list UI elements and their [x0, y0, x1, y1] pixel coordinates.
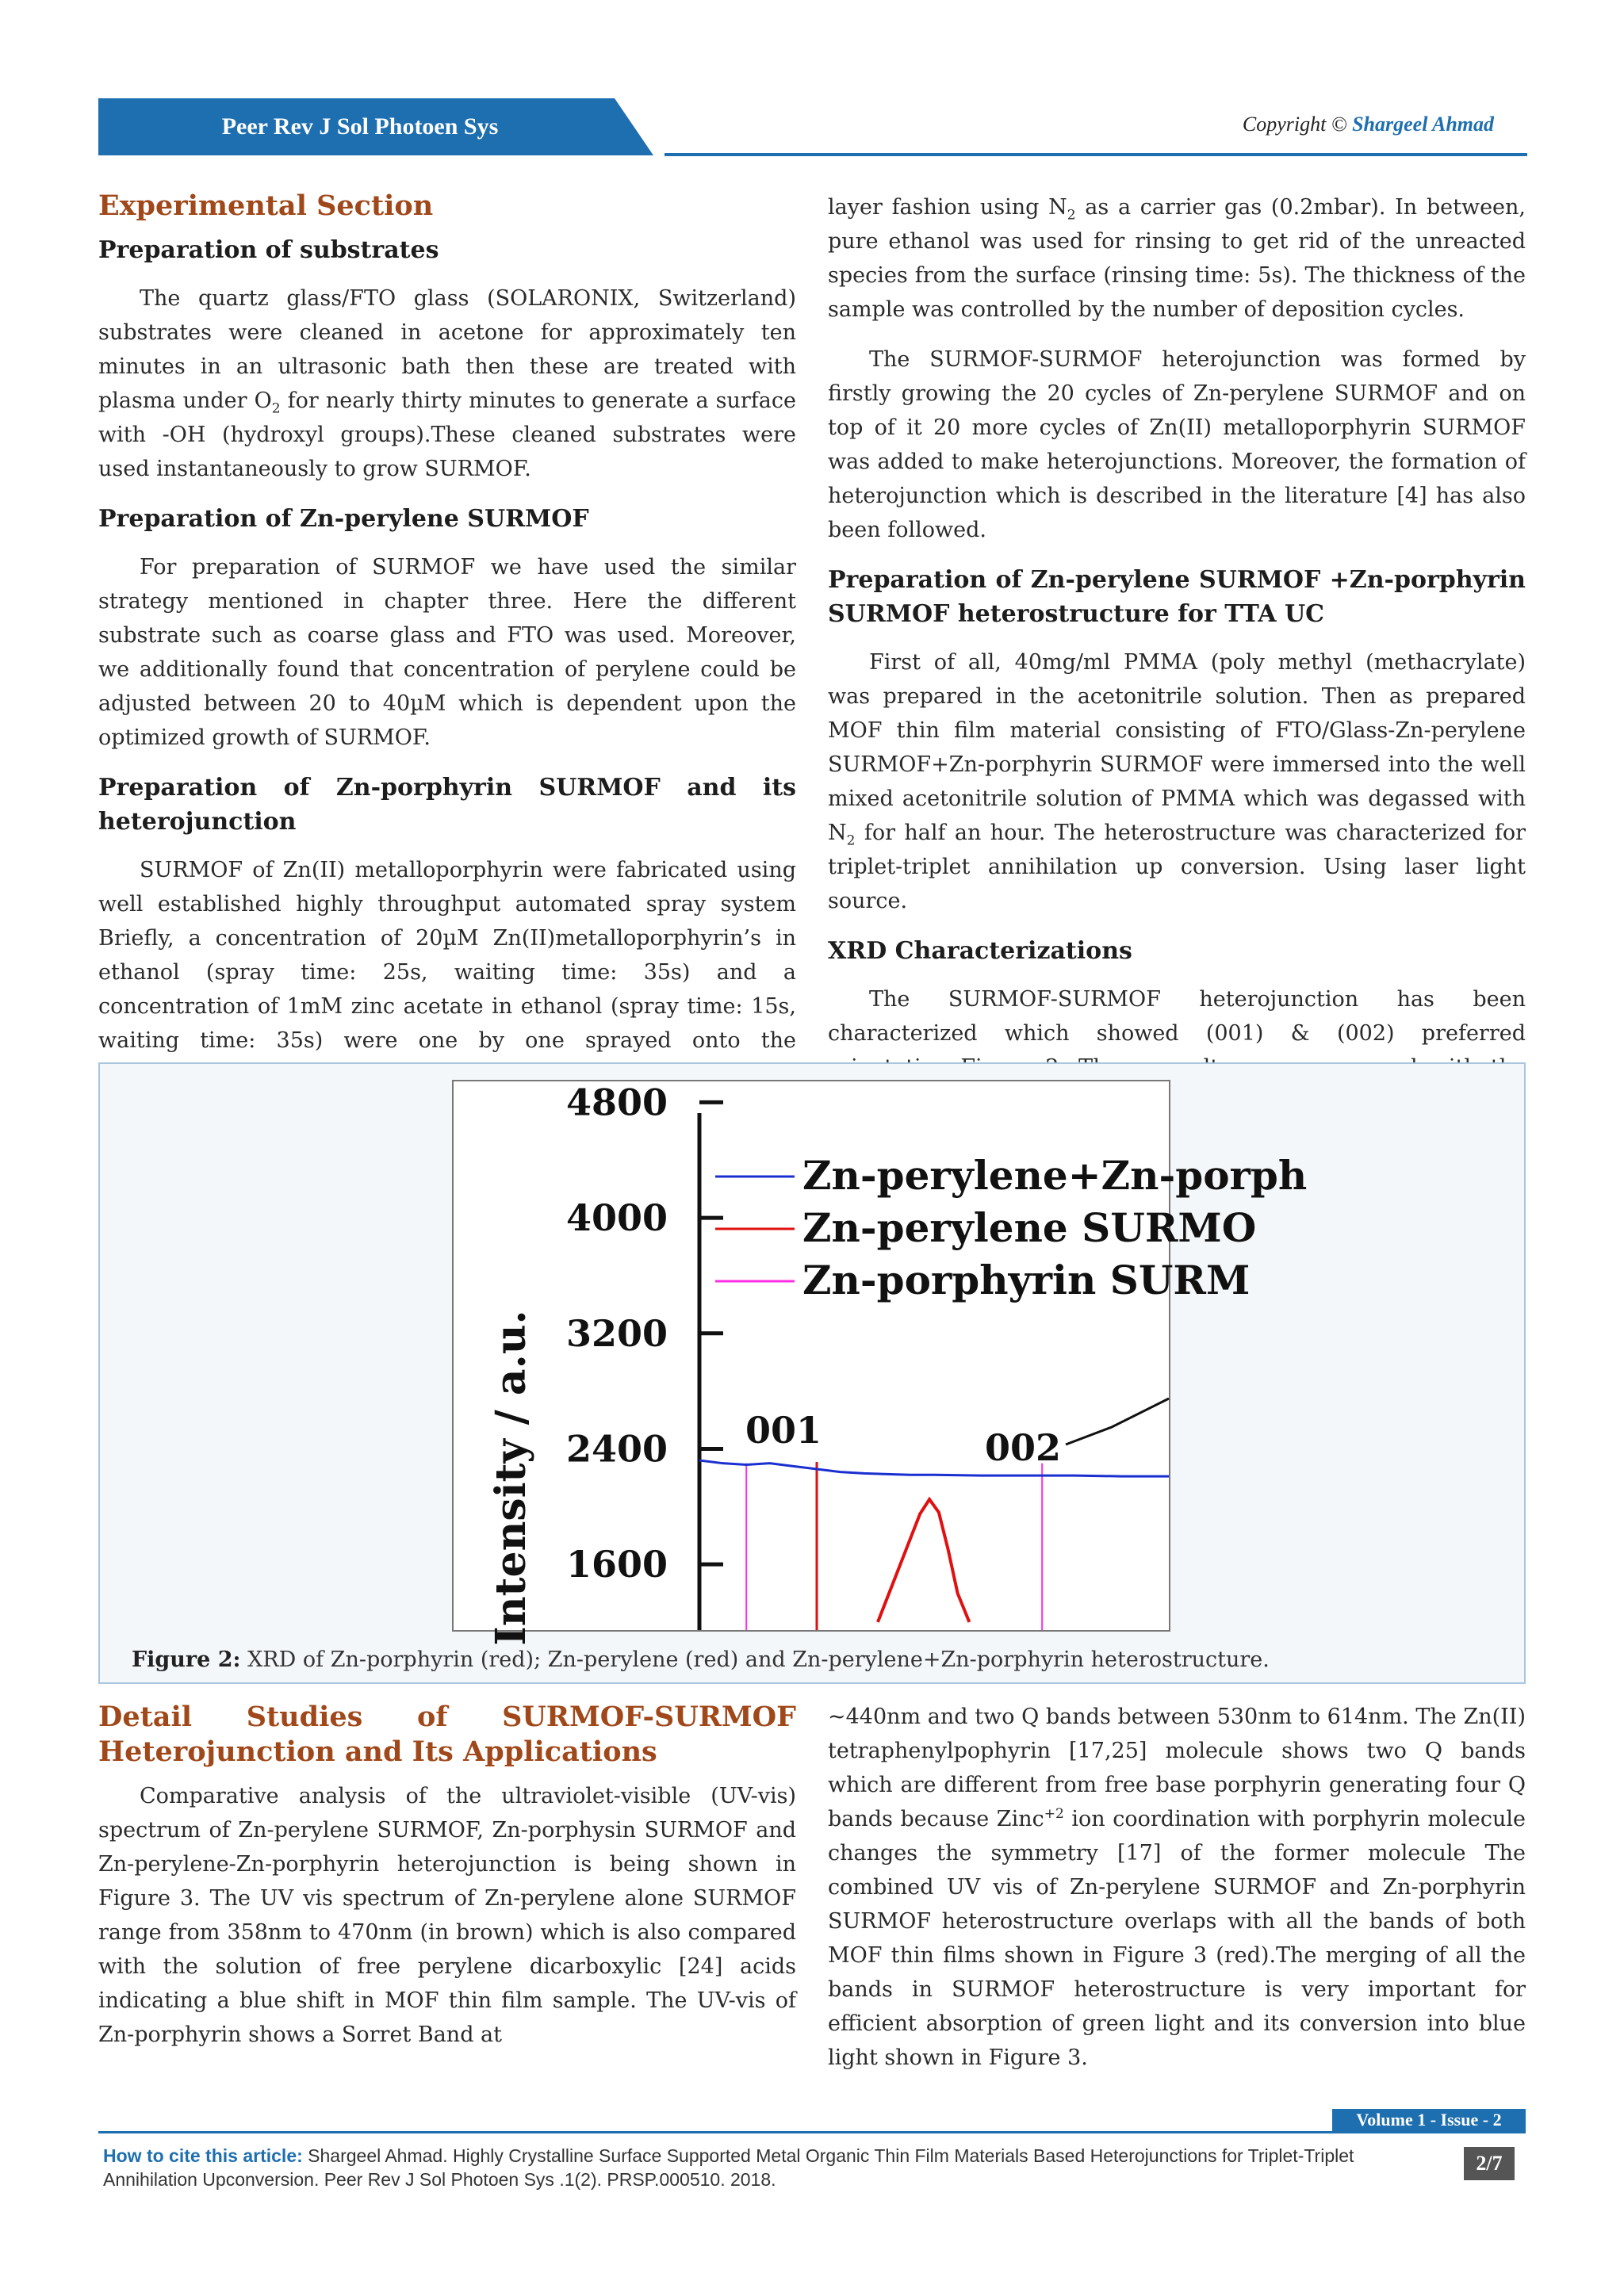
- paragraph: The quartz glass/FTO glass (SOLARONIX, Switzerland) substrates were cleaned in acetone for approximately ten minutes in an ultrasonic bath then these are treated with plasma under $O_2$ for nearly thirty minutes to generate a surface with -OH (hydroxyl groups).These cleaned substrates were used instantaneously to grow SURMOF.: [98, 286, 796, 481]
- annotation-arrow: [1066, 1399, 1169, 1445]
- figure-caption-label: Figure 2:: [132, 1647, 241, 1672]
- y-tick-label: 4800: [565, 1081, 668, 1124]
- citation-text: Shargeel Ahmad. Highly Crystalline Surface Supported Metal Organic Thin Film Materials Based Heterojunctions for Triplet-Triplet Annihilation Upconversion. Peer Rev J Sol Photoen Sys .1(2). PRSP.000510. 2018.: [103, 2145, 1354, 2190]
- paragraph: First of all, 40mg/ml PMMA (poly methyl (methacrylate) was prepared in the acetonitrile solution. Then as prepared MOF thin film material consisting of FTO/Glass-Zn-perylene SURMOF+Zn-porphyrin SURMOF were immersed into the well mixed acetonitrile solution of PMMA which was degassed with $N_2$ for half an hour. The heterostructure was characterized for triplet-triplet annihilation up conversion. Using laser light source.: [828, 650, 1526, 913]
- paragraph: The SURMOF-SURMOF heterojunction has been characterized which showed (001) & (002) preferred: [828, 987, 1526, 1046]
- section-title-detail-studies: Detail Studies of SURMOF-SURMOF Heterojunction and Its Applications: [98, 1701, 796, 1768]
- y-tick-label: 3200: [565, 1311, 668, 1355]
- section-title-experimental: Experimental Section: [98, 189, 434, 222]
- copyright-author[interactable]: Shargeel Ahmad: [1352, 113, 1494, 136]
- citation-label: How to cite this article:: [103, 2145, 303, 2166]
- subheading-zn-perylene: Preparation of Zn-perylene SURMOF: [98, 505, 589, 533]
- footer-rule: [98, 2131, 1526, 2133]
- series-perylene-line: [878, 1499, 969, 1622]
- paragraph: SURMOF of Zn(II) metalloporphyrin were fabricated using well established highly throughput automated spray system Briefly, a concentration of 20µM Zn(II)metalloporphyrin’s in ethanol (spray time: 25s, waiting time: 35s) and a concentration of 1mM zinc acetate in ethanol (spray time: 15s, waiting time: 35s) were one by one sprayed onto the: [98, 858, 796, 1053]
- series-heterojunction-line: [699, 1460, 1169, 1476]
- legend-label: Zn-perylene SURMO: [802, 1204, 1257, 1251]
- y-tick-label: 1600: [565, 1543, 668, 1586]
- figure-caption-text: XRD of Zn-porphyrin (red); Zn-perylene (red) and Zn-perylene+Zn-porphyrin heterostructure.: [240, 1647, 1270, 1672]
- volume-badge: Volume 1 - Issue - 2: [1332, 2109, 1526, 2131]
- citation: [103, 2144, 1451, 2191]
- annotation-001: 001: [745, 1409, 822, 1452]
- copyright-prefix: Copyright ©: [1242, 113, 1347, 136]
- y-tick-label: 4000: [565, 1196, 668, 1240]
- legend-label: Zn-porphyrin SURM: [802, 1257, 1251, 1303]
- y-axis-label: Intensity / a.u.: [487, 1310, 535, 1646]
- left-column-bottom: [98, 1700, 796, 2068]
- page-number: 2/7: [1464, 2147, 1515, 2180]
- journal-title: Peer Rev J Sol Photoen Sys: [221, 113, 499, 140]
- y-tick-label: 2400: [565, 1427, 668, 1471]
- paragraph: The SURMOF-SURMOF heterojunction was formed by firstly growing the 20 cycles of Zn-perylene SURMOF and on top of it 20 more cycles of Zn(II) metalloporphyrin SURMOF was added to make heterojunctions. Moreover, the formation of heterojunction which is described in the literature [4] has also been followed.: [828, 347, 1526, 542]
- figure-caption: [132, 1647, 1270, 1672]
- xrd-chart: [452, 1080, 1308, 1646]
- left-column-top: [98, 189, 796, 1108]
- subheading-xrd: XRD Characterizations: [828, 937, 1132, 965]
- subheading-heterostructure: Preparation of Zn-perylene SURMOF +Zn-porphyrin SURMOF heterostructure for TTA UC: [828, 566, 1526, 628]
- paragraph: For preparation of SURMOF we have used the similar strategy mentioned in chapter three. Here the different substrate such as coarse glass and FTO was used. Moreover, we additionally found that concentration of perylene could be adjusted between 20 to 40µM which is dependent upon the optimized growth of SURMOF.: [98, 555, 796, 750]
- paragraph: layer fashion using $N_2$ as a carrier gas (0.2mbar). In between, pure ethanol was used for rinsing to get rid of the unreacted species from the surface (rinsing time: 5s). The thickness of the sample was controlled by the number of deposition cycles.: [828, 195, 1526, 322]
- right-column-bottom: [828, 1700, 1526, 2091]
- paragraph: Comparative analysis of the ultraviolet-visible (UV-vis) spectrum of Zn-perylene SURMOF, Zn-porphysin SURMOF and Zn-perylene-Zn-porphyrin heterojunction is being shown in Figure 3. The UV vis spectrum of Zn-perylene alone SURMOF range from 358nm to 470nm (in brown) which is also compared with the solution of free perylene dicarboxylic [24] acids indicating a blue shift in MOF thin film sample. The UV-vis of Zn-porphyrin shows a Sorret Band at: [98, 1784, 796, 2047]
- paragraph: ~440nm and two Q bands between 530nm to 614nm. The Zn(II) tetraphenylpophyrin [17,25] molecule shows two Q bands which are different from free base porphyrin generating four Q bands because Zinc$^{+2}$ ion coordination with porphyrin molecule changes the symmetry [17] of the former molecule The combined UV vis of Zn-perylene SURMOF and Zn-porphyrin SURMOF heterostructure overlaps with all the bands of both MOF thin films shown in Figure 3 (red).The merging of all the bands in SURMOF heterostructure is very important for efficient absorption of green light and its conversion into blue light shown in Figure 3.: [828, 1705, 1526, 2070]
- subheading-zn-porphyrin: Preparation of Zn-porphyrin SURMOF and its heterojunction: [98, 774, 796, 836]
- subheading-substrates: Preparation of substrates: [98, 236, 439, 264]
- xrd-chart-svg: [454, 1081, 1308, 1646]
- annotation-002: 002: [985, 1426, 1062, 1469]
- copyright: [1243, 113, 1494, 136]
- header-rule: [665, 153, 1527, 156]
- legend-label: Zn-perylene+Zn-porph: [802, 1152, 1308, 1199]
- right-column-top: [828, 190, 1526, 1135]
